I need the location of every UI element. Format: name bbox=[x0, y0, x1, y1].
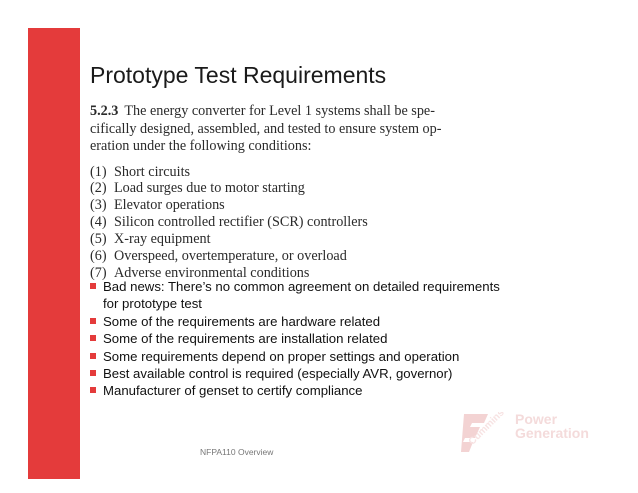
condition-text: X-ray equipment bbox=[114, 231, 211, 248]
condition-item bbox=[90, 180, 510, 197]
condition-text: Silicon controlled rectifier (SCR) controllers bbox=[114, 214, 368, 231]
company-logo-text bbox=[515, 412, 589, 440]
condition-item bbox=[90, 231, 510, 248]
bullet-text: Best available control is required (especially AVR, governor) bbox=[103, 366, 453, 382]
logo-line: Power bbox=[515, 411, 558, 427]
quote-line: eration under the following conditions: bbox=[90, 138, 312, 154]
condition-number: (1) bbox=[90, 163, 107, 180]
bullet-list bbox=[90, 278, 600, 400]
bullet-text: Some requirements depend on proper settings and operation bbox=[103, 348, 460, 364]
condition-number: (6) bbox=[90, 248, 107, 265]
condition-item bbox=[90, 214, 510, 231]
bullet-marker bbox=[90, 335, 96, 341]
condition-number: (4) bbox=[90, 214, 107, 231]
bullet-marker bbox=[90, 387, 96, 393]
bullet-text: Some of the requirements are hardware related bbox=[103, 313, 381, 329]
condition-text: Load surges due to motor starting bbox=[114, 180, 305, 197]
condition-text: Adverse environmental conditions bbox=[114, 264, 310, 281]
condition-text: Short circuits bbox=[114, 163, 191, 180]
condition-number: (3) bbox=[90, 197, 107, 214]
bullet-item bbox=[90, 313, 600, 330]
slide-footer: NFPA110 Overview bbox=[200, 447, 274, 457]
condition-number: (7) bbox=[90, 264, 107, 281]
quote-line-text: The energy converter for Level 1 systems shall be spe- bbox=[124, 103, 435, 119]
logo-line: Generation bbox=[515, 425, 589, 441]
bullet-text-line: Bad news: There’s no common agreement on detailed requirements bbox=[103, 279, 500, 294]
bullet-marker bbox=[90, 370, 96, 376]
condition-item bbox=[90, 248, 510, 265]
bullet-text-line: for prototype test bbox=[103, 296, 202, 312]
quote-paragraph bbox=[90, 103, 510, 156]
bullet-item bbox=[90, 365, 600, 382]
condition-item bbox=[90, 197, 510, 214]
condition-text: Overspeed, overtemperature, or overload bbox=[114, 248, 347, 265]
condition-number: (5) bbox=[90, 231, 107, 248]
quote-line bbox=[90, 103, 510, 121]
bullet-marker bbox=[90, 283, 96, 289]
cummins-logo-icon bbox=[460, 412, 512, 467]
bullet-marker bbox=[90, 353, 96, 359]
bullet-item bbox=[90, 348, 600, 365]
condition-number: (2) bbox=[90, 180, 107, 197]
quote-line: cifically designed, assembled, and tested to ensure system op- bbox=[90, 120, 442, 137]
slide-accent-bar bbox=[28, 28, 80, 479]
section-number: 5.2.3 bbox=[90, 103, 119, 119]
bullet-item bbox=[90, 330, 600, 347]
bullet-item bbox=[90, 382, 600, 399]
nfpa-quote bbox=[90, 103, 510, 282]
condition-item bbox=[90, 164, 510, 181]
bullet-text: Some of the requirements are installation related bbox=[103, 331, 388, 347]
condition-text: Elevator operations bbox=[114, 197, 225, 214]
logo-mark-text: Cummins bbox=[466, 412, 507, 448]
bullet-marker bbox=[90, 318, 96, 324]
slide-title: Prototype Test Requirements bbox=[90, 62, 387, 88]
bullet-text bbox=[103, 278, 500, 313]
bullet-item bbox=[90, 278, 600, 313]
bullet-text: Manufacturer of genset to certify compliance bbox=[103, 383, 363, 399]
